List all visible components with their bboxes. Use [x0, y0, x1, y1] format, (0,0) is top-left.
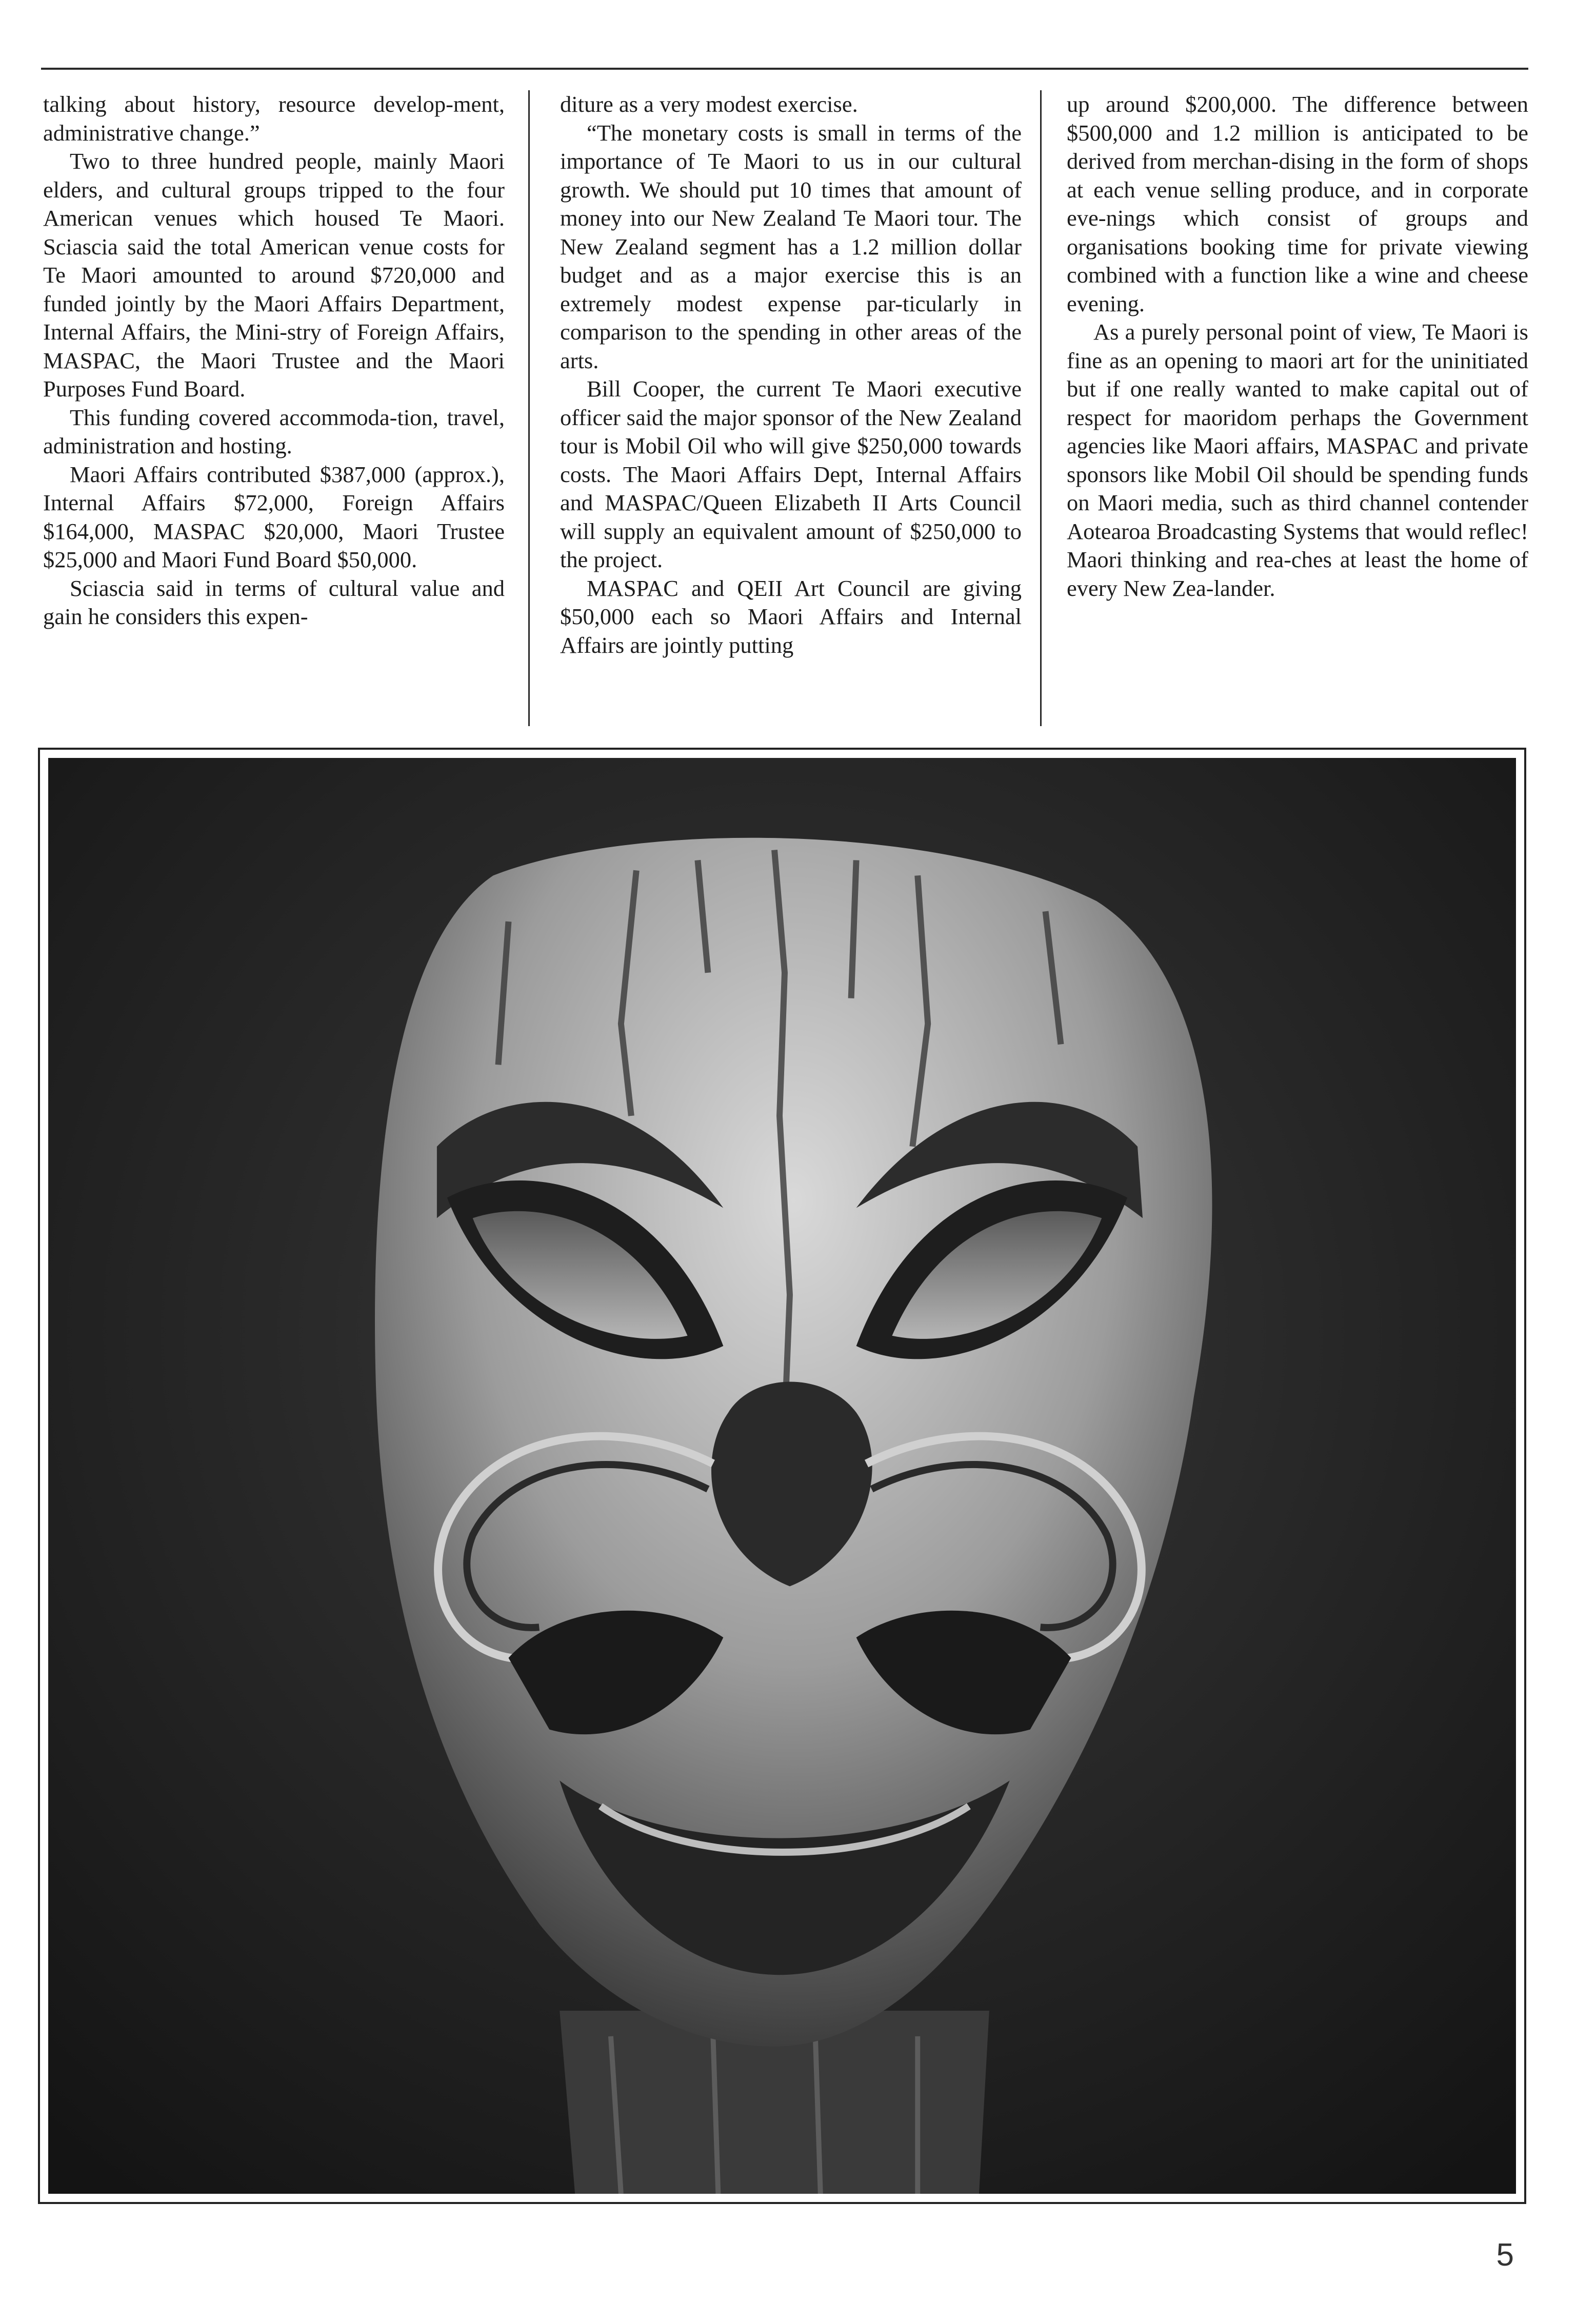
article-paragraph: talking about history, resource develop-ment, administrative change.”: [43, 91, 505, 146]
photo-frame: [38, 748, 1526, 2204]
article-paragraph: Two to three hundred people, mainly Maori elders, and cultural groups tripped to the four American venues which housed Te Maori. Sciascia said the total American venue costs for Te Maori amounted to around $720,000 and funded jointly by the Maori Affairs Department, Internal Affairs, the Mini-stry of Foreign Affairs, MASPAC, the Maori Trustee and the Maori Purposes Fund Board.: [43, 148, 505, 402]
article-paragraph: Bill Cooper, the current Te Maori executive officer said the major sponsor of the New Zealand tour is Mobil Oil who will give $250,000 towards costs. The Maori Affairs Dept, Internal Affairs and MASPAC/Queen Elizabeth II Arts Council will supply an equivalent amount of $250,000 to the project.: [560, 376, 1022, 572]
article-paragraph: As a purely personal point of view, Te Maori is fine as an opening to maori art for the uninitiated but if one really wanted to make capital out of respect for maoridom perhaps the Government agencies like Maori affairs, MASPAC and private sponsors like Mobil Oil should be spending funds on Maori media, such as third channel contender Aotearoa Broadcasting Systems that would reflec! Maori thinking and rea-ches at least the home of every New Zea-lander.: [1067, 319, 1528, 601]
carved-wooden-face-icon: [48, 758, 1516, 2194]
top-rule: [41, 68, 1528, 70]
article-paragraph: This funding covered accommoda-tion, travel, administration and hosting.: [43, 404, 505, 458]
article-paragraph: up around $200,000. The difference between $500,000 and 1.2 million is anticipated to be derived from merchan-dising in the form of shops at each venue selling produce, and in corporate eve-nings which consist of groups and organisations booking time for private viewing combined with a function like a wine and cheese evening.: [1067, 91, 1528, 316]
column-divider: [1040, 90, 1042, 726]
article-column-2: [560, 90, 1022, 724]
article-paragraph: Maori Affairs contributed $387,000 (approx.), Internal Affairs $72,000, Foreign Affairs $164,000, MASPAC $20,000, Maori Trustee $25,000 and Maori Fund Board $50,000.: [43, 461, 505, 572]
article-paragraph: MASPAC and QEII Art Council are giving $50,000 each so Maori Affairs and Internal Affairs are jointly putting: [560, 575, 1022, 658]
page-number: 5: [1496, 2237, 1514, 2273]
article-column-3: [1067, 90, 1528, 724]
article-paragraph: “The monetary costs is small in terms of the importance of Te Maori to us in our cultural growth. We should put 10 times that amount of money into our New Zealand Te Maori tour. The New Zealand segment has a 1.2 million dollar budget and as a major exercise this is an extremely modest expense par-ticularly in comparison to the spending in other areas of the arts.: [560, 119, 1022, 373]
article-paragraph: diture as a very modest exercise.: [560, 91, 858, 117]
carved-wooden-face-photo: [48, 758, 1516, 2194]
article-paragraph: Sciascia said in terms of cultural value and gain he considers this expen-: [43, 575, 505, 629]
column-divider: [528, 90, 530, 726]
article-column-1: [43, 90, 505, 724]
